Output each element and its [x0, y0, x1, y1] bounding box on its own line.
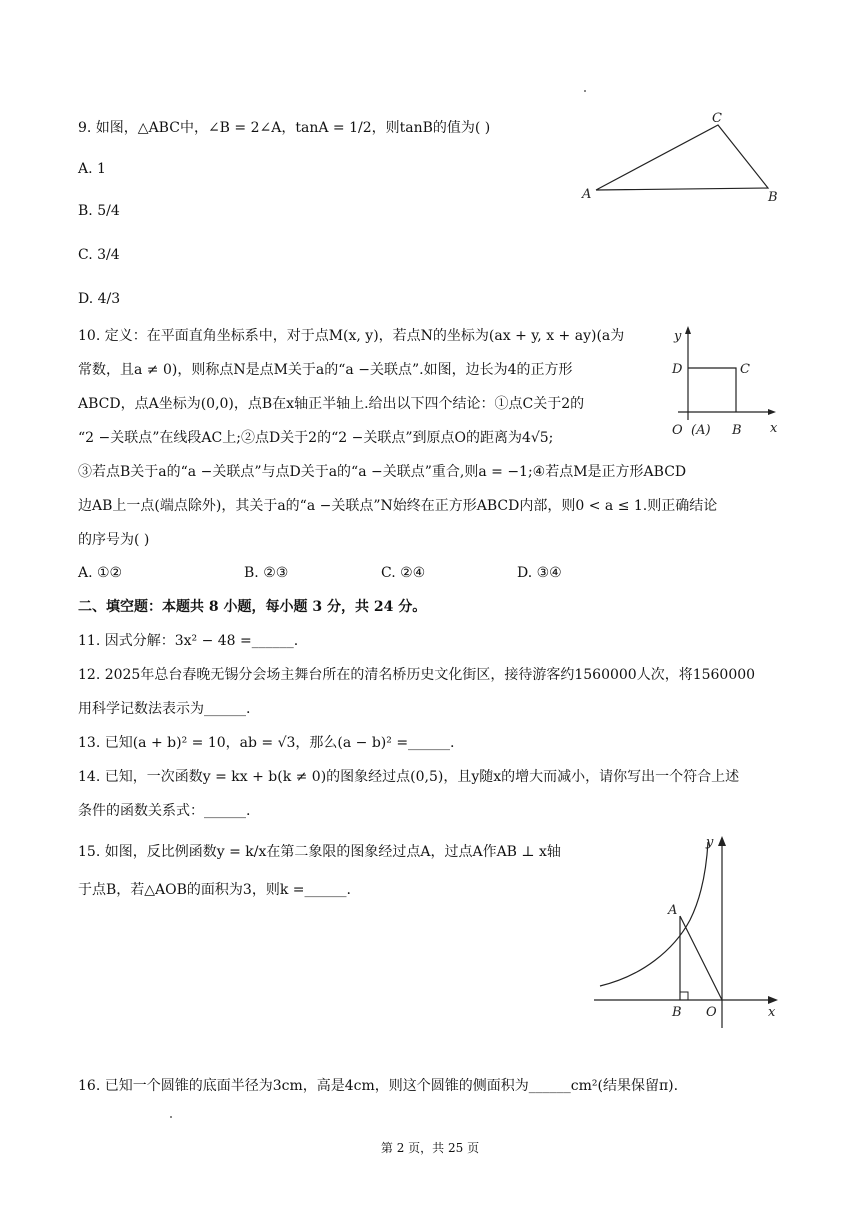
section-2-heading: 二、填空题：本题共 8 小题，每小题 3 分，共 24 分。: [78, 599, 427, 615]
square-abcd: [688, 368, 736, 412]
label-x: x: [768, 1005, 776, 1020]
q15-hyperbola-figure: [594, 828, 794, 1028]
label-a: (A): [691, 423, 711, 438]
label-o: O: [672, 423, 683, 438]
y-axis-arrow: [718, 836, 726, 846]
q9-option-b: B. 5/4: [78, 203, 120, 219]
segment-ao: [680, 916, 722, 1000]
label-y: y: [674, 329, 682, 344]
q10-line-6: 边AB上一点(端点除外)，其关于a的“a −关联点”N始终在正方形ABCD内部，则0 < a ≤ 1.则正确结论: [78, 498, 718, 514]
label-b: B: [672, 1005, 682, 1020]
q10-line-2: 常数，且a ≠ 0)，则称点N是点M关于a的“a −关联点”.如图，边长为4的正方形: [78, 362, 573, 378]
q10-option-c: C. ②④: [381, 565, 426, 581]
q10-line-1: 10. 定义：在平面直角坐标系中，对于点M(x, y)，若点N的坐标为(ax + y, x + ay)(a为: [78, 328, 625, 344]
q9-option-d: D. 4/3: [78, 291, 121, 307]
label-a: A: [582, 187, 592, 202]
label-b: B: [732, 423, 742, 438]
q10-option-b: B. ②③: [244, 565, 289, 581]
q10-options: [78, 563, 562, 583]
scan-dot: [584, 90, 586, 92]
label-b: B: [768, 190, 778, 205]
q11: 11. 因式分解：3x² − 48 =______.: [78, 633, 299, 649]
q10-line-3: ABCD，点A坐标为(0,0)，点B在x轴正半轴上.给出以下四个结论：①点C关于2的: [78, 396, 585, 412]
label-c: C: [740, 362, 750, 377]
q15-line-1: 15. 如图，反比例函数y = k/x在第二象限的图象经过点A，过点A作AB ⊥ x轴: [78, 844, 561, 860]
label-x: x: [770, 421, 778, 436]
x-axis-arrow: [768, 996, 778, 1004]
label-y: y: [706, 835, 714, 850]
q14-line-1: 14. 已知，一次函数y = kx + b(k ≠ 0)的图象经过点(0,5)，且y随x的增大而减小，请你写出一个符合上述: [78, 769, 740, 785]
q9-stem: 9. 如图，△ABC中，∠B = 2∠A，tanA = 1/2，则tanB的值为( ): [78, 120, 491, 136]
right-angle-mark: [680, 992, 688, 1000]
q12-line-2: 用科学记数法表示为______.: [78, 701, 251, 717]
hyperbola-curve: [600, 842, 708, 986]
label-d: D: [672, 362, 683, 377]
label-a: A: [668, 903, 678, 918]
q10-line-7: 的序号为( ): [78, 532, 150, 548]
scan-dot: [170, 1116, 172, 1118]
label-c: C: [712, 111, 722, 126]
q16: 16. 已知一个圆锥的底面半径为3cm，高是4cm，则这个圆锥的侧面积为______cm²(结果保留π).: [78, 1078, 679, 1094]
q14-line-2: 条件的函数关系式：______.: [78, 803, 251, 819]
y-axis-arrow: [685, 326, 691, 334]
q9-option-a: A. 1: [78, 161, 106, 177]
q12-line-1: 12. 2025年总台春晚无锡分会场主舞台所在的清名桥历史文化街区，接待游客约1560000人次，将1560000: [78, 667, 756, 683]
q10-option-d: D. ③④: [517, 565, 562, 581]
triangle-abc: [596, 125, 768, 190]
q10-line-4: “2 −关联点”在线段AC上;②点D关于2的“2 −关联点”到原点O的距离为4√5;: [78, 430, 554, 446]
q13: 13. 已知(a + b)² = 10，ab = √3，那么(a − b)² =______.: [78, 735, 455, 751]
x-axis-arrow: [768, 409, 776, 415]
q10-line-5: ③若点B关于a的“a −关联点”与点D关于a的“a −关联点”重合,则a = −1;④若点M是正方形ABCD: [78, 464, 687, 480]
page-footer: 第 2 页，共 25 页: [380, 1141, 480, 1155]
q10-option-a: A. ①②: [78, 565, 123, 581]
label-o: O: [706, 1005, 717, 1020]
q10-square-figure: [664, 322, 784, 442]
q9-triangle-figure: [578, 108, 788, 208]
q15-line-2: 于点B，若△AOB的面积为3，则k =______.: [78, 882, 351, 898]
q9-option-c: C. 3/4: [78, 247, 120, 263]
